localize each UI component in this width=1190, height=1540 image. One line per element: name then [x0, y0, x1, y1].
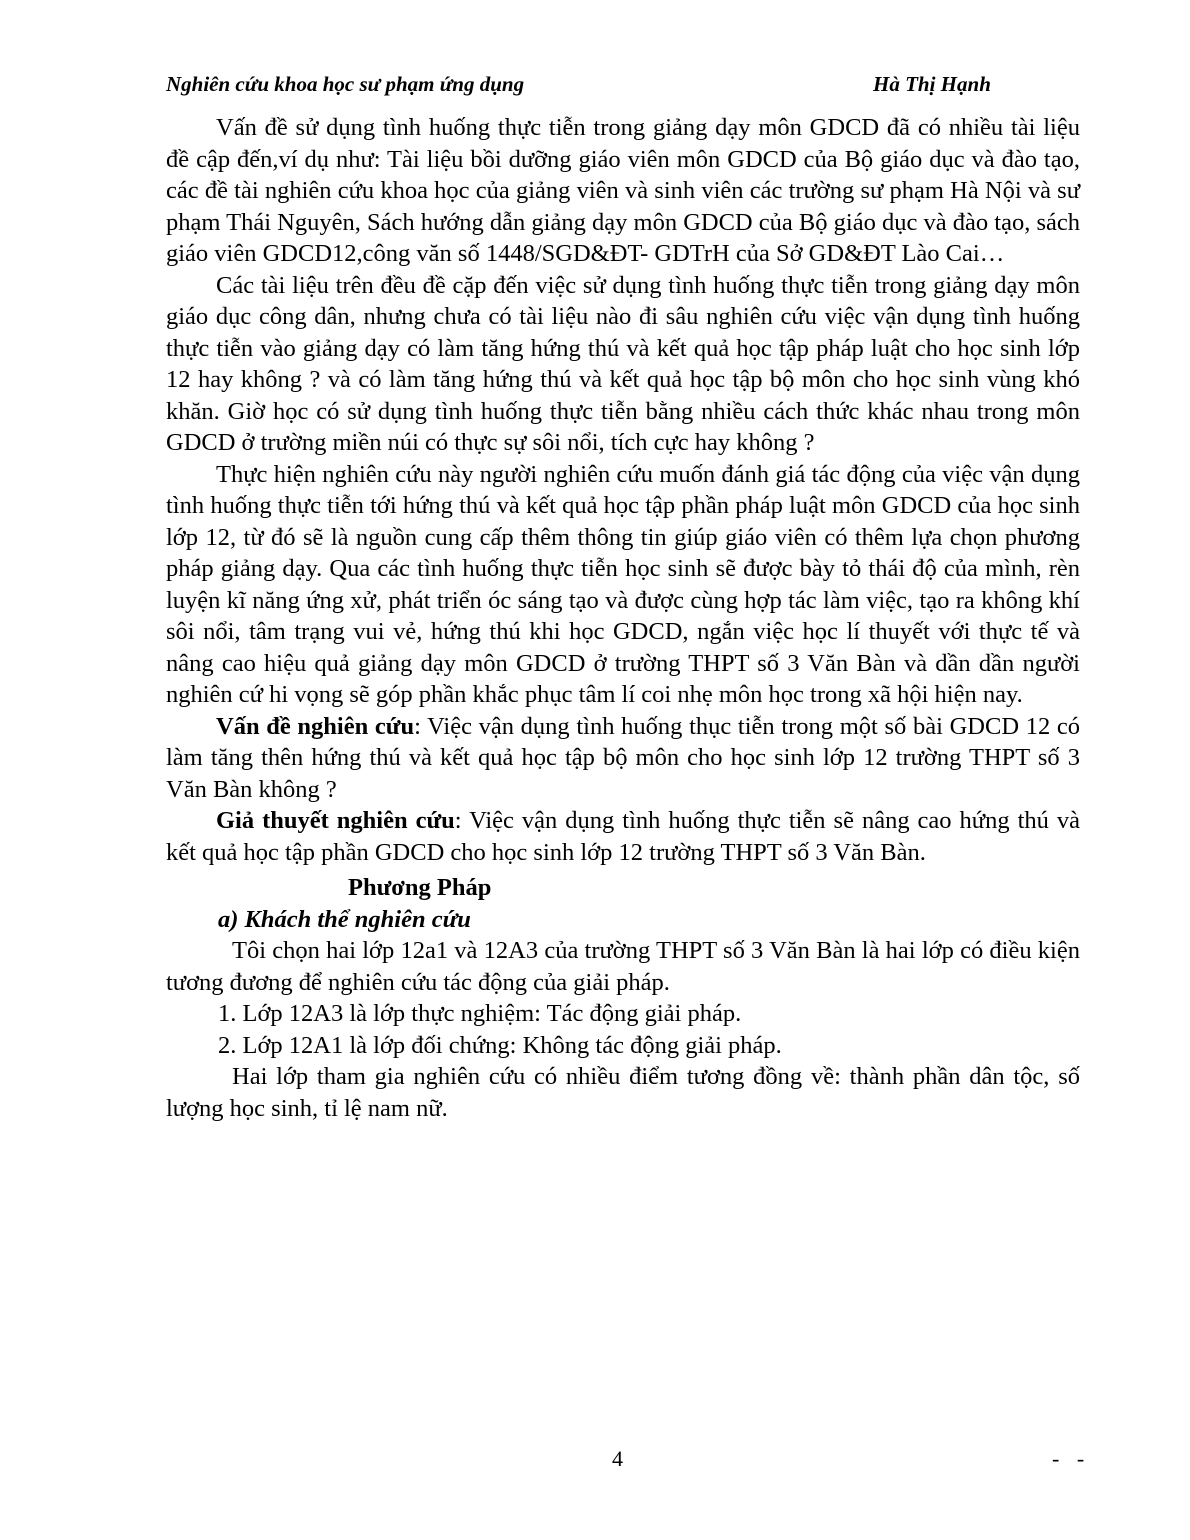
paragraph-similarity: Hai lớp tham gia nghiên cứu có nhiều điểm tương đồng về: thành phần dân tộc, số lượng học sinh, tỉ lệ nam nữ. — [166, 1063, 1080, 1122]
research-problem-label: Vấn đề nghiên cứu — [216, 712, 415, 740]
running-header — [166, 72, 1006, 97]
section-heading: Phương Pháp — [348, 874, 492, 901]
paragraph-subjects: Tôi chọn hai lớp 12a1 và 12A3 của trường THPT số 3 Văn Bàn là hai lớp có điều kiện tương đương để nghiên cứu tác động của giải pháp. — [166, 937, 1080, 996]
page-number: 4 — [612, 1446, 623, 1471]
header-title: Nghiên cứu khoa học sư phạm ứng dụng — [166, 72, 525, 96]
subsection-heading: a) Khách thể nghiên cứu — [218, 905, 471, 933]
paragraph-research-problem — [166, 711, 1080, 806]
footer-mark: - - — [1052, 1446, 1091, 1471]
paragraph-literature: Vấn đề sử dụng tình huống thực tiễn trong giảng dạy môn GDCD đã có nhiều tài liệu đề cập đến,ví dụ như: Tài liệu bồi dưỡng giáo viên môn GDCD của Bộ giáo dục và đào tạo, các đề tài nghiên cứu khoa học của giảng viên và sinh viên các trường sư phạm Hà Nội và sư phạm Thái Nguyên, Sách hướng dẫn giảng dạy môn GDCD của Bộ giáo dục và đào tạo, sách giáo viên GDCD12,công văn số 1448/SGD&ĐT- GDTrH của Sở GD&ĐT Lào Cai… — [166, 114, 1080, 267]
header-author: Hà Thị Hạnh — [873, 72, 991, 96]
paragraph-purpose: Thực hiện nghiên cứu này người nghiên cứu muốn đánh giá tác động của việc vận dụng tình huống thực tiễn tới hứng thú và kết quả học tập phần pháp luật môn GDCD của học sinh lớp 12, từ đó sẽ là nguồn cung cấp thêm thông tin giúp giáo viên có thêm lựa chọn phương pháp giảng dạy. Qua các tình huống thực tiễn học sinh sẽ được bày tỏ thái độ của mình, rèn luyện kĩ năng ứng xử, phát triển óc sáng tạo và được cùng hợp tác làm việc, tạo ra không khí sôi nổi, tâm trạng vui vẻ, hứng thú khi học GDCD, ngắn việc học lí thuyết với thực tế và nâng cao hiệu quả giảng dạy môn GDCD ở trường THPT số 3 Văn Bàn và dần dần người nghiên cứ hi vọng sẽ góp phần khắc phục tâm lí coi nhẹ môn học trong xã hội hiện nay. — [166, 460, 1080, 708]
hypothesis-label: Giả thuyết nghiên cứu — [216, 807, 455, 834]
paragraph-hypothesis — [166, 805, 1080, 868]
research-problem-text: : Việc vận dụng tình huống thục tiễn trong một số bài GDCD 12 có làm tăng thên hứng thú và kết quả học tập bộ môn cho học sinh lớp 12 trường THPT số 3 Văn Bàn không ? — [166, 712, 1080, 803]
list-item-control: 2. Lớp 12A1 là lớp đối chứng: Không tác động giải pháp. — [218, 1031, 782, 1059]
list-item-experimental: 1. Lớp 12A3 là lớp thực nghiệm: Tác động giải pháp. — [218, 1000, 742, 1027]
document-body — [166, 112, 1080, 1124]
hypothesis-text: : Việc vận dụng tình huống thực tiễn sẽ nâng cao hứng thú và kết quả học tập phần GDCD cho học sinh lớp 12 trường THPT số 3 Văn Bàn. — [166, 807, 1080, 866]
paragraph-gap: Các tài liệu trên đều đề cặp đến việc sử dụng tình huống thực tiễn trong giảng dạy môn giáo dục công dân, nhưng chưa có tài liệu nào đi sâu nghiên cứu việc vận dụng tình huống thực tiễn vào giảng dạy có làm tăng hứng thú và kết quả học tập pháp luật cho học sinh lớp 12 hay không ? và có làm tăng hứng thú và kết quả học tập bộ môn cho học sinh vùng khó khăn. Giờ học có sử dụng tình huống thực tiễn bằng nhiều cách thức khác nhau trong môn GDCD ở trường miền núi có thực sự sôi nổi, tích cực hay không ? — [166, 271, 1080, 456]
